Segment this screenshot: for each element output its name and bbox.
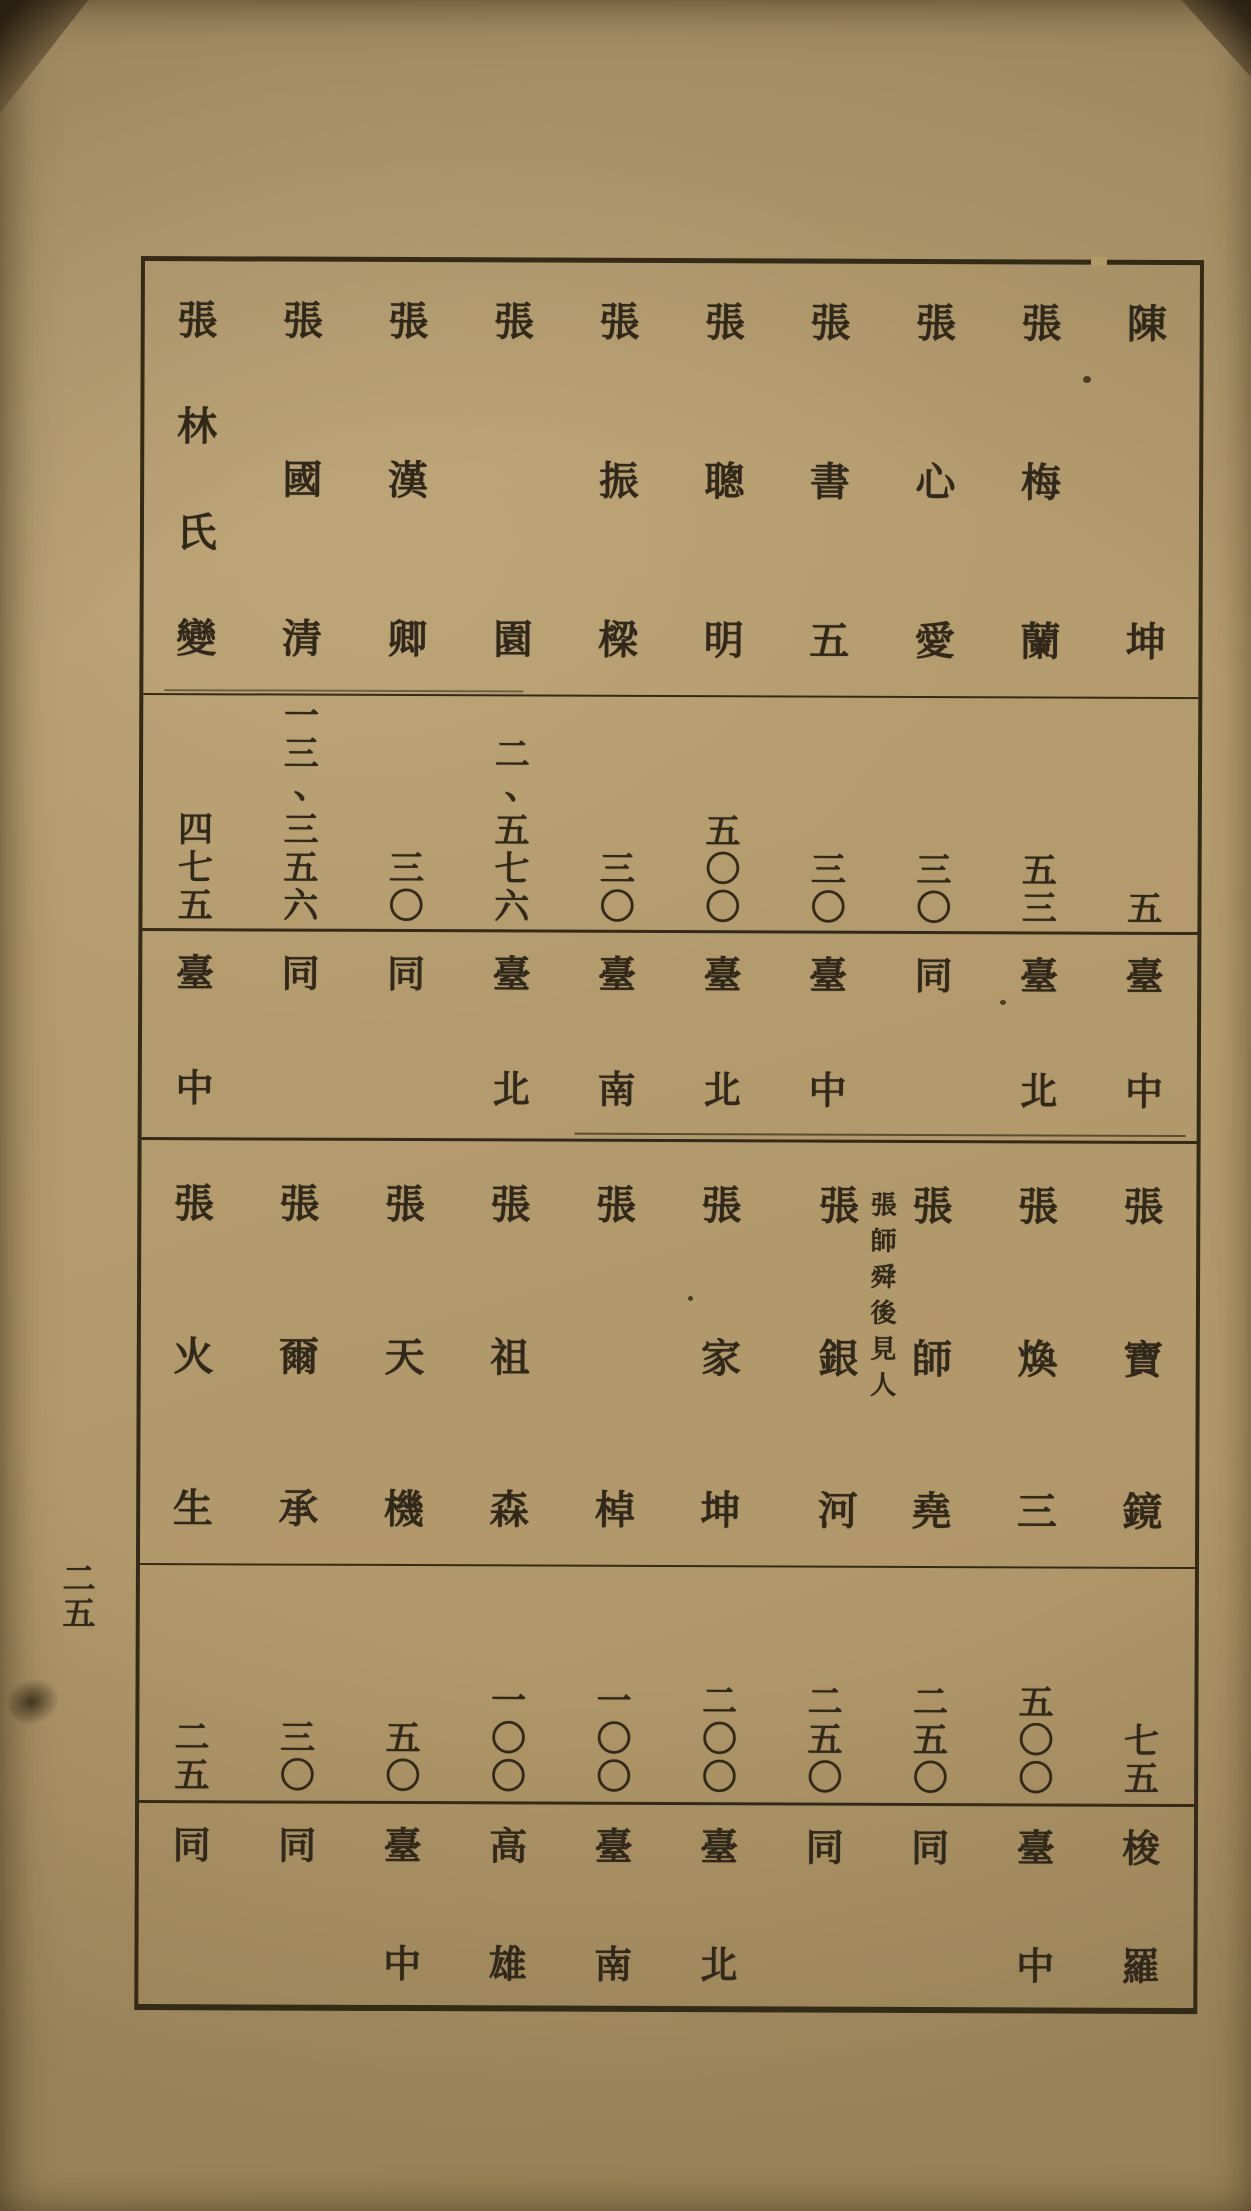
registry-table [134, 256, 1204, 2014]
donor-name: 張 園 [492, 299, 535, 663]
row-names-2 [140, 1137, 1197, 1567]
ink-smudge [2, 1670, 67, 1731]
donation-amount: 三 〇 [599, 849, 635, 927]
location-cell [247, 931, 353, 1137]
location-cell [349, 1804, 455, 2005]
donor-location: 臺 北 [491, 954, 531, 1112]
amount-cell [561, 1567, 667, 1802]
amount-cell [775, 697, 881, 930]
donor-location: 臺 北 [699, 1827, 739, 1988]
location-cell [560, 1805, 666, 2006]
donor-location: 高 雄 [488, 1826, 528, 1987]
guardian-annotation: 張 師 舜 後 見 人 [870, 1190, 897, 1400]
donation-amount: 五 〇 〇 [1018, 1683, 1054, 1799]
location-cell [353, 932, 459, 1138]
donor-location: 同 [914, 955, 953, 999]
location-cell [564, 933, 670, 1139]
donor-name: 張 振 樑 [598, 299, 640, 663]
amount-cell [1089, 1569, 1195, 1804]
donor-location: 同 [281, 953, 320, 996]
amount-cell [353, 696, 459, 929]
name-cell [882, 264, 989, 696]
donation-amount: 一 〇 〇 [596, 1681, 632, 1797]
donor-name: 張 棹 [594, 1182, 637, 1533]
donor-name: 張 煥 三 [1016, 1184, 1059, 1535]
amount-cell [983, 1568, 1089, 1803]
page-number: 二 五 [62, 1562, 96, 1633]
page-corner-shadow-top-right [1177, 0, 1251, 84]
donor-name: 張 火 生 [172, 1181, 215, 1532]
donor-name: 陳 坤 [1125, 301, 1168, 665]
name-cell [140, 1140, 247, 1563]
name-cell [1089, 1144, 1196, 1567]
name-cell [667, 1142, 774, 1565]
donor-location: 同 [386, 953, 426, 997]
name-cell [249, 261, 356, 693]
donation-amount: 三 〇 [916, 850, 952, 929]
donor-name: 張 爾 承 [278, 1181, 320, 1532]
page-corner-shadow-top-left [0, 0, 92, 118]
donor-name: 張 國 清 [281, 298, 324, 662]
donor-name: 張 天 機 [383, 1181, 426, 1533]
donor-location: 臺 南 [594, 1826, 633, 1987]
amount-cell [670, 697, 776, 930]
amount-cell [772, 1567, 878, 1802]
donor-name: 張 梅 蘭 [1020, 301, 1062, 665]
amount-cell [881, 698, 987, 931]
row-amounts-1 [142, 693, 1198, 932]
name-cell [460, 262, 567, 694]
donation-amount: 一 三 、 三 五 六 [283, 696, 329, 926]
row-amounts-2 [139, 1563, 1195, 1804]
name-cell [671, 263, 778, 695]
donor-location: 臺 北 [1019, 956, 1059, 1114]
donor-location: 臺 南 [597, 954, 637, 1112]
donor-name: 張 銀 河 [817, 1183, 860, 1534]
row-locations-1 [142, 928, 1198, 1141]
amount-cell [878, 1568, 984, 1803]
donor-location: 臺 中 [1124, 956, 1164, 1114]
donor-name: 張 心 愛 [914, 300, 957, 665]
donation-amount: 五 〇 [385, 1718, 421, 1797]
location-cell [771, 1805, 877, 2006]
location-cell [142, 931, 248, 1137]
name-cell [776, 263, 883, 695]
donor-name: 張 家 坤 [700, 1183, 742, 1534]
name-cell [351, 1141, 458, 1564]
location-cell [455, 1804, 561, 2005]
location-cell [986, 934, 1092, 1140]
name-cell [1093, 265, 1200, 697]
donor-location: 臺 中 [383, 1825, 422, 1987]
donor-name: 張 寶 鏡 [1122, 1184, 1164, 1535]
donor-location: 臺 中 [1016, 1828, 1055, 1989]
amount-cell [1092, 699, 1198, 932]
location-cell [1088, 1807, 1194, 2008]
amount-cell [456, 1566, 562, 1801]
location-cell [880, 934, 986, 1140]
donor-location: 同 [278, 1825, 317, 1868]
name-cell [456, 1141, 563, 1564]
name-cell [773, 1142, 897, 1565]
amount-cell [564, 697, 670, 930]
name-cell [354, 262, 461, 694]
name-cell [562, 1142, 669, 1565]
location-cell [982, 1806, 1088, 2007]
donor-name: 張 漢 卿 [387, 298, 429, 663]
donor-name: 張 林 氏 變 [176, 298, 218, 662]
location-cell [458, 932, 564, 1138]
name-cell [987, 264, 1094, 696]
donor-name: 張 祖 森 [489, 1182, 531, 1533]
amount-cell [350, 1566, 456, 1801]
location-cell [244, 1803, 350, 2004]
amount-cell [139, 1565, 245, 1800]
row-locations-2 [138, 1800, 1194, 2008]
location-cell [666, 1805, 772, 2006]
donor-location: 同 [805, 1827, 844, 1870]
donor-name: 張 書 五 [809, 300, 851, 664]
donor-location: 梭 羅 [1121, 1828, 1161, 1989]
row-names-1 [143, 261, 1200, 697]
donation-amount: 五 [1127, 889, 1163, 929]
donation-amount: 二 五 〇 [807, 1682, 843, 1798]
location-cell [775, 933, 881, 1139]
donor-location: 同 [911, 1827, 950, 1871]
donation-amount: 四 七 五 [177, 810, 214, 926]
donation-amount: 三 〇 [279, 1718, 316, 1796]
location-cell [669, 933, 775, 1139]
donation-amount: 二 五 〇 [912, 1682, 949, 1799]
name-cell [984, 1143, 1091, 1566]
donation-amount: 五 三 [1021, 851, 1057, 929]
paper-speck [688, 1296, 693, 1301]
amount-cell [986, 698, 1092, 931]
location-cell [138, 1803, 244, 2004]
donation-amount: 三 〇 [388, 848, 424, 927]
name-cell [565, 263, 672, 695]
donation-amount: 七 五 [1123, 1721, 1160, 1799]
donation-amount: 一 〇 〇 [490, 1681, 527, 1797]
amount-cell [667, 1567, 773, 1802]
donor-location: 同 [172, 1825, 211, 1868]
donor-name: 張 聰 明 [703, 300, 746, 664]
paper-speck [1083, 376, 1091, 383]
name-cell [245, 1140, 352, 1563]
donation-amount: 五 〇 〇 [705, 812, 741, 928]
donation-amount: 二 、 五 七 六 [494, 735, 540, 927]
donor-location: 臺 北 [702, 955, 742, 1113]
amount-cell [245, 1565, 351, 1800]
amount-cell [142, 695, 248, 928]
amount-cell [248, 695, 354, 928]
location-cell [1091, 935, 1197, 1141]
donor-location: 臺 中 [808, 955, 848, 1113]
location-cell [877, 1806, 983, 2007]
donation-amount: 二 〇 〇 [701, 1682, 738, 1798]
donation-amount: 三 〇 [810, 850, 846, 928]
name-cell [143, 261, 250, 693]
paper-speck [1000, 1000, 1006, 1005]
donation-amount: 二 五 [174, 1718, 210, 1796]
amount-cell [459, 696, 565, 929]
donor-location: 臺 中 [175, 953, 215, 1111]
donor-name: 張 師 堯 [911, 1183, 953, 1535]
